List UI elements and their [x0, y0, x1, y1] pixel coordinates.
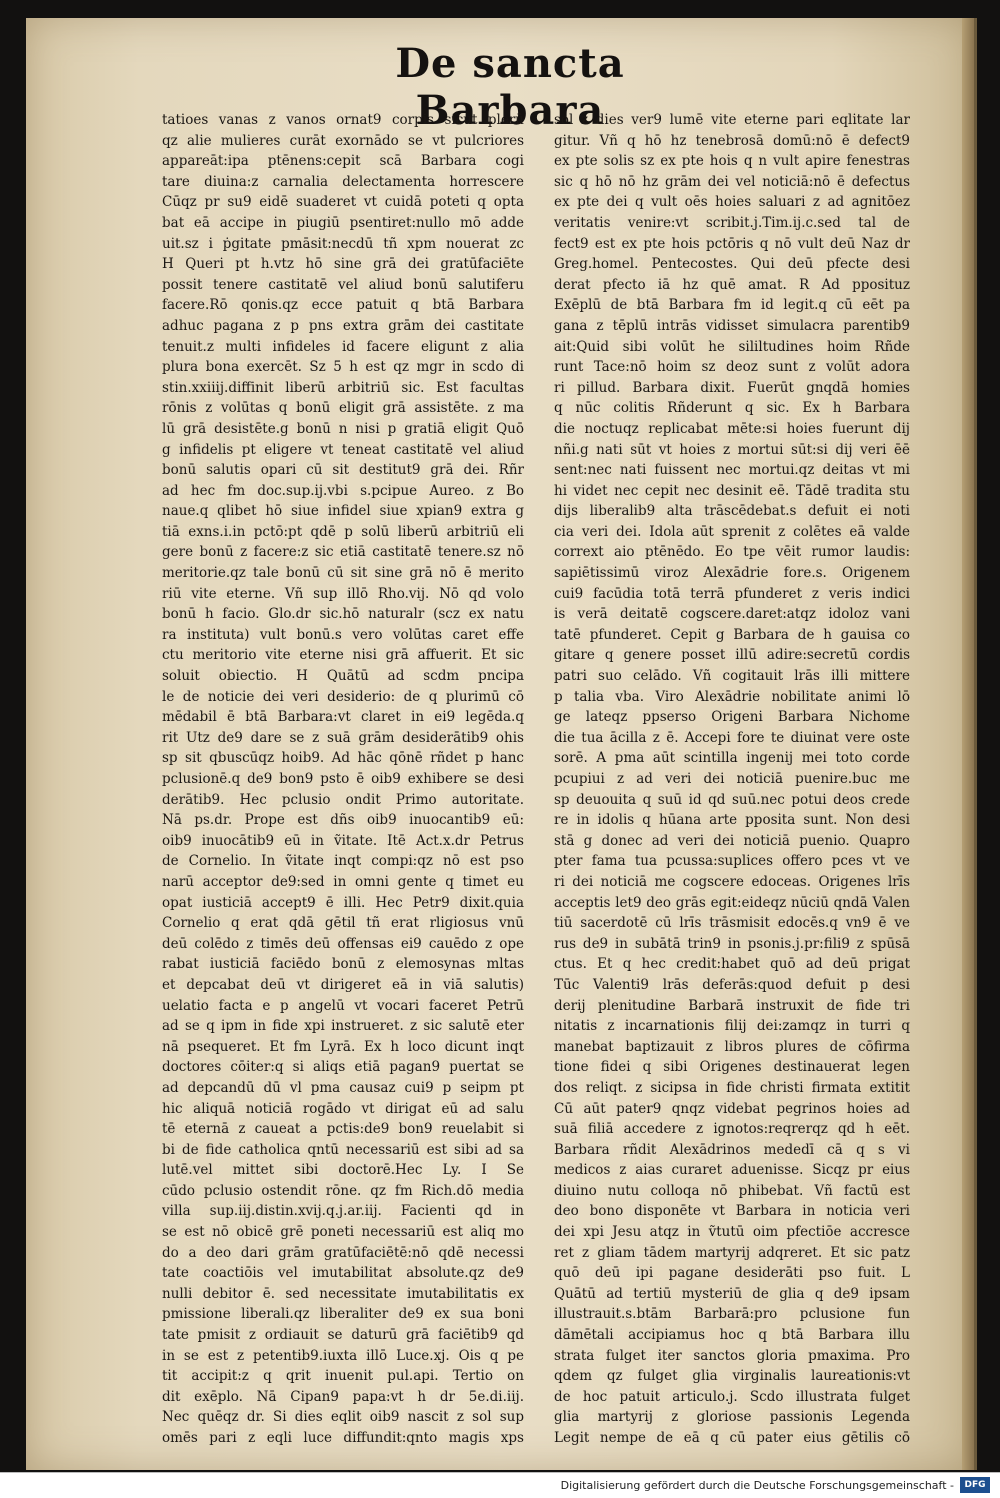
text-line: Exēplū de btā Barbara fm id legit.q cū eēt pa: [554, 297, 910, 314]
text-line: ex pte dei q vult oēs hoies saluari z ad agnitōez: [554, 194, 910, 211]
text-line: qdem qz fulget glia virginalis laureationis:vt: [554, 1368, 910, 1385]
text-line: tatioes vanas z vanos ornat9 corpis sicut plerū: [162, 112, 524, 128]
text-line: Cū aūt pater9 qnqz videbat pegrinos hoies ad: [554, 1100, 910, 1117]
text-line: derij plenitudine Barbarā instruxit de fide tri: [554, 997, 910, 1014]
text-line: ra instituta) vult bonū.s vero volūtas caret effe: [162, 626, 524, 643]
text-line: acceptis let9 deo grās egit:eideqz nūciū qndā Valen: [554, 894, 910, 911]
text-line: nñi.g nati sūt vt hoies z mortui sūt:si dij veri ēē: [554, 441, 910, 458]
text-line: fect9 est ex pte hois pctōris q nō vult deū Naz dr: [554, 235, 910, 252]
text-line: pter fama tua pcussa:suplices offero pces vt ve: [554, 853, 910, 870]
text-line: cia veri dei. Idola aūt sprenit z colētes eā valde: [554, 523, 910, 540]
text-line: nitatis z incarnationis filij dei:zamqz in turri q: [554, 1018, 910, 1035]
text-line: sic q hō nō hz grām dei vel noticiā:nō ē defectus: [554, 173, 910, 190]
text-line: in se est z petentib9.iuxta illō Luce.xj. Ois q pe: [162, 1347, 524, 1364]
text-line: g infidelis pt eligere vt teneat castitatē vel aliud: [162, 441, 524, 458]
text-line: stā g donec ad veri dei noticiā puenio. Quapro: [554, 832, 910, 849]
text-line: appareāt:ipa ptēnens:cepit scā Barbara cogi: [162, 153, 524, 170]
text-line: omēs pari z eqli luce diffundit:qnto magis xps: [162, 1430, 524, 1446]
text-line: et depcabat deū vt dirigeret eā in viā salutis): [162, 976, 524, 993]
text-line: cui9 facūdia totā terrā pfunderet z veris indici: [554, 585, 910, 602]
text-line: Tūc Valenti9 lrās deferās:quod defuit p desi: [554, 976, 910, 993]
left-text-column: [162, 110, 524, 1449]
text-line: re in idolis q hūana arte pposita sunt. Non desi: [554, 812, 910, 829]
text-line: rabat iusticiā faciēdo bonū z elemosynas mltas: [162, 956, 524, 973]
text-line: lutē.vel mittet sibi doctorē.Hec Ly. I Se: [162, 1162, 524, 1179]
text-line: pcupiui z ad veri dei noticiā puenire.buc me: [554, 771, 910, 787]
text-line: soluit obiectio. H Quātū ad scdm pncipa: [162, 668, 524, 685]
text-line: le de noticie dei veri desiderio: de q plurimū cō: [162, 688, 524, 705]
text-line: villa sup.iij.distin.xvij.q.j.ar.iij. Facienti qd in: [162, 1203, 524, 1220]
text-line: corrext aio ptēnēdo. Eo tpe vēit rumor laudis:: [554, 544, 910, 561]
text-line: ctu meritorio vite eterne nisi grā affuerit. Et sic: [162, 647, 524, 664]
text-line: ctus. Et q hec credit:habet quō ad deū prigat: [554, 956, 910, 973]
text-line: se est nō obicē grē poneti necessariū est aliq mo: [162, 1224, 524, 1241]
text-line: gitare q genere posset illū adire:secretū cordis: [554, 647, 910, 664]
text-line: deū colēdo z timēs deū offensas ei9 cauēdo z ope: [162, 935, 524, 952]
text-line: de hoc patuit articulo.j. Scdo illustrata fulget: [554, 1388, 910, 1405]
text-line: is verā deitatē cogscere.daret:atqz idoloz vani: [554, 606, 910, 623]
text-line: bonū h facio. Glo.dr sic.hō naturalr (scz ex natu: [162, 606, 524, 623]
footer-credit-text: Digitalisierung gefördert durch die Deutsche Forschungsgemeinschaft -: [560, 1479, 954, 1492]
text-line: riū vite eterne. Vñ sup illō Rho.vij. Nō qd volo: [162, 585, 524, 602]
text-line: sent:nec nati fuissent nec mortui.qz deitas vt mi: [554, 462, 910, 479]
text-line: doctores cōiter:q si aliqs etiā pagan9 puertat se: [162, 1059, 524, 1076]
page-title: De sancta Barbara: [395, 40, 625, 134]
text-line: lū grā desistēte.g bonū n nisi p gratiā eligit Quō: [162, 420, 524, 437]
text-line: manebat baptizauit z libros plures de cōfirma: [554, 1038, 910, 1055]
text-line: gitur. Vñ q hō hz tenebrosā domū:nō ē defect9: [554, 132, 910, 149]
text-line: derat pfecto iā hz quē amat. R Ad pposituz: [554, 276, 910, 293]
text-line: Greg.homel. Pentecostes. Qui deū pfecte desi: [554, 256, 910, 273]
text-line: cūdo pclusio ostendit rōne. qz fm Rich.dō media: [162, 1182, 524, 1199]
text-line: tate coactiōis vel imutabilitat absolute.qz de9: [162, 1265, 524, 1282]
text-line: derātib9. Hec pclusio ondit Primo autoritate.: [162, 791, 524, 808]
text-line: runt Tace:nō hoim sz deoz sunt z volūt adora: [554, 359, 910, 376]
text-line: ad depcandū dū vl pma causaz cui9 p seipm pt: [162, 1079, 524, 1096]
text-line: sp deuouita q suū id qd suū.nec potui deos crede: [554, 791, 910, 808]
text-line: de Cornelio. In ṽitate inqt compi:qz nō est pso: [162, 853, 524, 870]
text-line: rus de9 in subātā trin9 in psonis.j.pr:fili9 z spūsā: [554, 935, 910, 952]
text-line: Cūqz pr su9 eidē suaderet vt cuidā poteti q opta: [162, 194, 524, 211]
text-line: possit tenere castitatē vel aliud bonū salutiferu: [162, 276, 524, 293]
text-line: naue.q qlibet hō siue infidel siue xpian9 extra g: [162, 503, 524, 520]
text-line: Nec quēqz dr. Si dies eqlit oib9 nascit z sol sup: [162, 1409, 524, 1426]
text-line: stin.xxiiij.diffinit liberū arbitriū sic. Est facultas: [162, 379, 524, 396]
text-line: tenuit.z multi infideles id facere eligunt z alia: [162, 338, 524, 355]
text-line: uelatio facta e p angelū vt vocari faceret Petrū: [162, 997, 524, 1014]
text-line: Legit nempe de eā q cū pater eius gētilis cō: [554, 1430, 910, 1446]
text-line: ri pillud. Barbara dixit. Fuerūt gnqdā homies: [554, 379, 910, 396]
text-line: gere bonū z facere:z sic etiā castitatē tenere.sz nō: [162, 544, 524, 561]
text-line: suā filiā accedere z ignotos:reqrerqz qd h eēt.: [554, 1121, 910, 1138]
text-line: dit exēplo. Nā Cipan9 papa:vt h dr 5e.di.iij.: [162, 1388, 524, 1405]
text-line: rit Utz de9 dare se z suā grām desiderātib9 ohis: [162, 729, 524, 746]
text-line: meritorie.qz tale bonū cū sit sine grā nō ē merito: [162, 565, 524, 582]
text-line: glia martyrij z gloriose passionis Legenda: [554, 1409, 910, 1426]
text-line: ad hec fm doc.sup.ij.vbi s.pcipue Aureo. z Bo: [162, 482, 524, 499]
text-line: dos reliqt. z sicipsa in fide christi firmata extitit: [554, 1079, 910, 1096]
text-line: hi videt nec cepit nec desinit eē. Tādē tradita stu: [554, 482, 910, 499]
text-line: Cornelio q erat qdā gētil tñ erat rligiosus vnū: [162, 915, 524, 932]
text-line: dijs liberalib9 alta trāscēdebat.s defuit ei noti: [554, 503, 910, 520]
text-line: pmissione liberali.qz liberaliter de9 ex sua boni: [162, 1306, 524, 1323]
text-line: ex pte solis sz ex pte hois q n vult apire fenestras: [554, 153, 910, 170]
text-line: sol z dies ver9 lumē vite eterne pari eqlitate lar: [554, 112, 910, 128]
text-line: quō deū ipi pagane desiderāti pso fuit. L: [554, 1265, 910, 1282]
text-line: narū acceptor de9:sed in omni gente q timet eu: [162, 873, 524, 890]
text-line: dāmētali accipiamus hoc q btā Barbara illu: [554, 1327, 910, 1344]
text-line: deo bono disponēte vt Barbara in noticia veri: [554, 1203, 910, 1220]
text-line: ge lateqz ppserso Origeni Barbara Nichome: [554, 709, 910, 726]
text-line: bi de fide catholica qntū necessariū est sibi ad sa: [162, 1141, 524, 1158]
text-line: nā psequeret. Et fm Lyrā. Ex h loco dicunt inqt: [162, 1038, 524, 1055]
text-line: illustrauit.s.btām Barbarā:pro pclusione fun: [554, 1306, 910, 1323]
text-line: qz alie mulieres curāt exornādo se vt pulcriores: [162, 132, 524, 149]
text-line: medicos z aias curaret aduenisse. Sicqz pr eius: [554, 1162, 910, 1179]
text-line: diuino nutu colloqa nō phibebat. Vñ factū est: [554, 1182, 910, 1199]
text-line: tione fidei q sibi Origenes destinauerat legen: [554, 1059, 910, 1076]
text-line: hic aliquā noticiā rogādo vt dirigat eū ad salu: [162, 1100, 524, 1117]
text-line: mēdabil ē btā Barbara:vt claret in ei9 legēda.q: [162, 709, 524, 726]
text-line: dei xpi Jesu atqz in ṽtutū oim pfectiōe accresce: [554, 1224, 910, 1241]
text-line: do a deo dari grām gratūfaciētē:nō qdē necessi: [162, 1244, 524, 1261]
page-spine-edge: [962, 18, 974, 1470]
text-line: tatē pfunderet. Cepit g Barbara de h gauisa co: [554, 626, 910, 643]
text-line: bonū salutis opari cū sit destitut9 grā dei. Rñr: [162, 462, 524, 479]
text-line: patri suo celādo. Vñ cogitauit lrās illi mittere: [554, 668, 910, 685]
dfg-logo: DFG: [960, 1477, 990, 1493]
text-line: H Queri pt h.vtz hō sine grā dei gratūfaciēte: [162, 256, 524, 273]
text-line: pclusionē.q de9 bon9 psto ē oib9 exhibere se desi: [162, 771, 524, 787]
text-line: Barbara rñdit Alexādrinos mededī cā q s vi: [554, 1141, 910, 1158]
text-line: strata fulget iter sanctos gloria pmaxima. Pro: [554, 1347, 910, 1364]
text-line: sapiētissimū viroz Alexādrie fore.s. Origenem: [554, 565, 910, 582]
text-line: tare diuina:z carnalia delectamenta horrescere: [162, 173, 524, 190]
text-line: ait:Quid sibi volūt he sililtudines hoim Rñde: [554, 338, 910, 355]
text-line: oib9 inuocātib9 eū in ṽitate. Itē Act.x.dr Petrus: [162, 832, 524, 849]
right-text-column: [554, 110, 910, 1449]
text-line: tit accipit:z q qrit inuenit pul.api. Tertio on: [162, 1368, 524, 1385]
text-line: adhuc pagana z p pns extra grām dei castitate: [162, 317, 524, 334]
text-line: die noctuqz replicabat mēte:si hoies fuerunt dij: [554, 420, 910, 437]
text-line: uit.sz i ṗgitate pmāsit:necdū tñ xpm nouerat zc: [162, 235, 524, 252]
text-line: ret z gliam tādem martyrij adqreret. Et sic patz: [554, 1244, 910, 1261]
text-line: ri dei noticiā me cogscere edoceas. Origenes lrīs: [554, 873, 910, 890]
text-line: tate pmisit z ordiauit se daturū grā faciētib9 qd: [162, 1327, 524, 1344]
text-line: p talia vba. Viro Alexādrie nobilitate animi lō: [554, 688, 910, 705]
text-line: opat iusticiā accept9 ē illi. Hec Petr9 dixit.quia: [162, 894, 524, 911]
text-line: tiā exns.i.in pctō:pt qdē p solū liberū arbitriū eli: [162, 523, 524, 540]
text-line: bat eā accipe in piugiū psentiret:nullo mō adde: [162, 214, 524, 231]
text-line: gana z tēplū intrās vidisset simulacra parentib9: [554, 317, 910, 334]
text-line: sp sit qbuscūqz hoib9. Ad hāc qōnē rñdet p hanc: [162, 750, 524, 767]
text-line: Quātū ad tertiū mysteriū de glia q de9 ipsam: [554, 1285, 910, 1302]
digitization-footer: [0, 1472, 1000, 1498]
text-line: Nā ps.dr. Prope est dñs oib9 inuocantib9 eū:: [162, 812, 524, 829]
text-line: veritatis venire:vt scribit.j.Tim.ij.c.sed tal de: [554, 214, 910, 231]
text-line: ad se q ipm in fide xpi instrueret. z sic salutē eter: [162, 1018, 524, 1035]
text-line: sorē. A pma aūt scintilla ingenij mei toto corde: [554, 750, 910, 767]
text-line: nulli debitor ē. sed necessitate imutabilitatis ex: [162, 1285, 524, 1302]
text-line: q nūc colitis Rñderunt q sic. Ex h Barbara: [554, 400, 910, 417]
text-line: rōnis z volūtas q bonū eligit grā assistēte. z ma: [162, 400, 524, 417]
text-line: die tua ācilla z ē. Accepi fore te diuinat vere oste: [554, 729, 910, 746]
text-line: tē eternā z caueat a pctis:de9 bon9 reuelabit si: [162, 1121, 524, 1138]
text-line: plura bona exercēt. Sz 5 h est qz mgr in scdo di: [162, 359, 524, 376]
text-line: tiū sacerdotē cū lrīs trāsmisit edocēs.q vn9 ē ve: [554, 915, 910, 932]
text-line: facere.Rō qonis.qz ecce patuit q btā Barbara: [162, 297, 524, 314]
